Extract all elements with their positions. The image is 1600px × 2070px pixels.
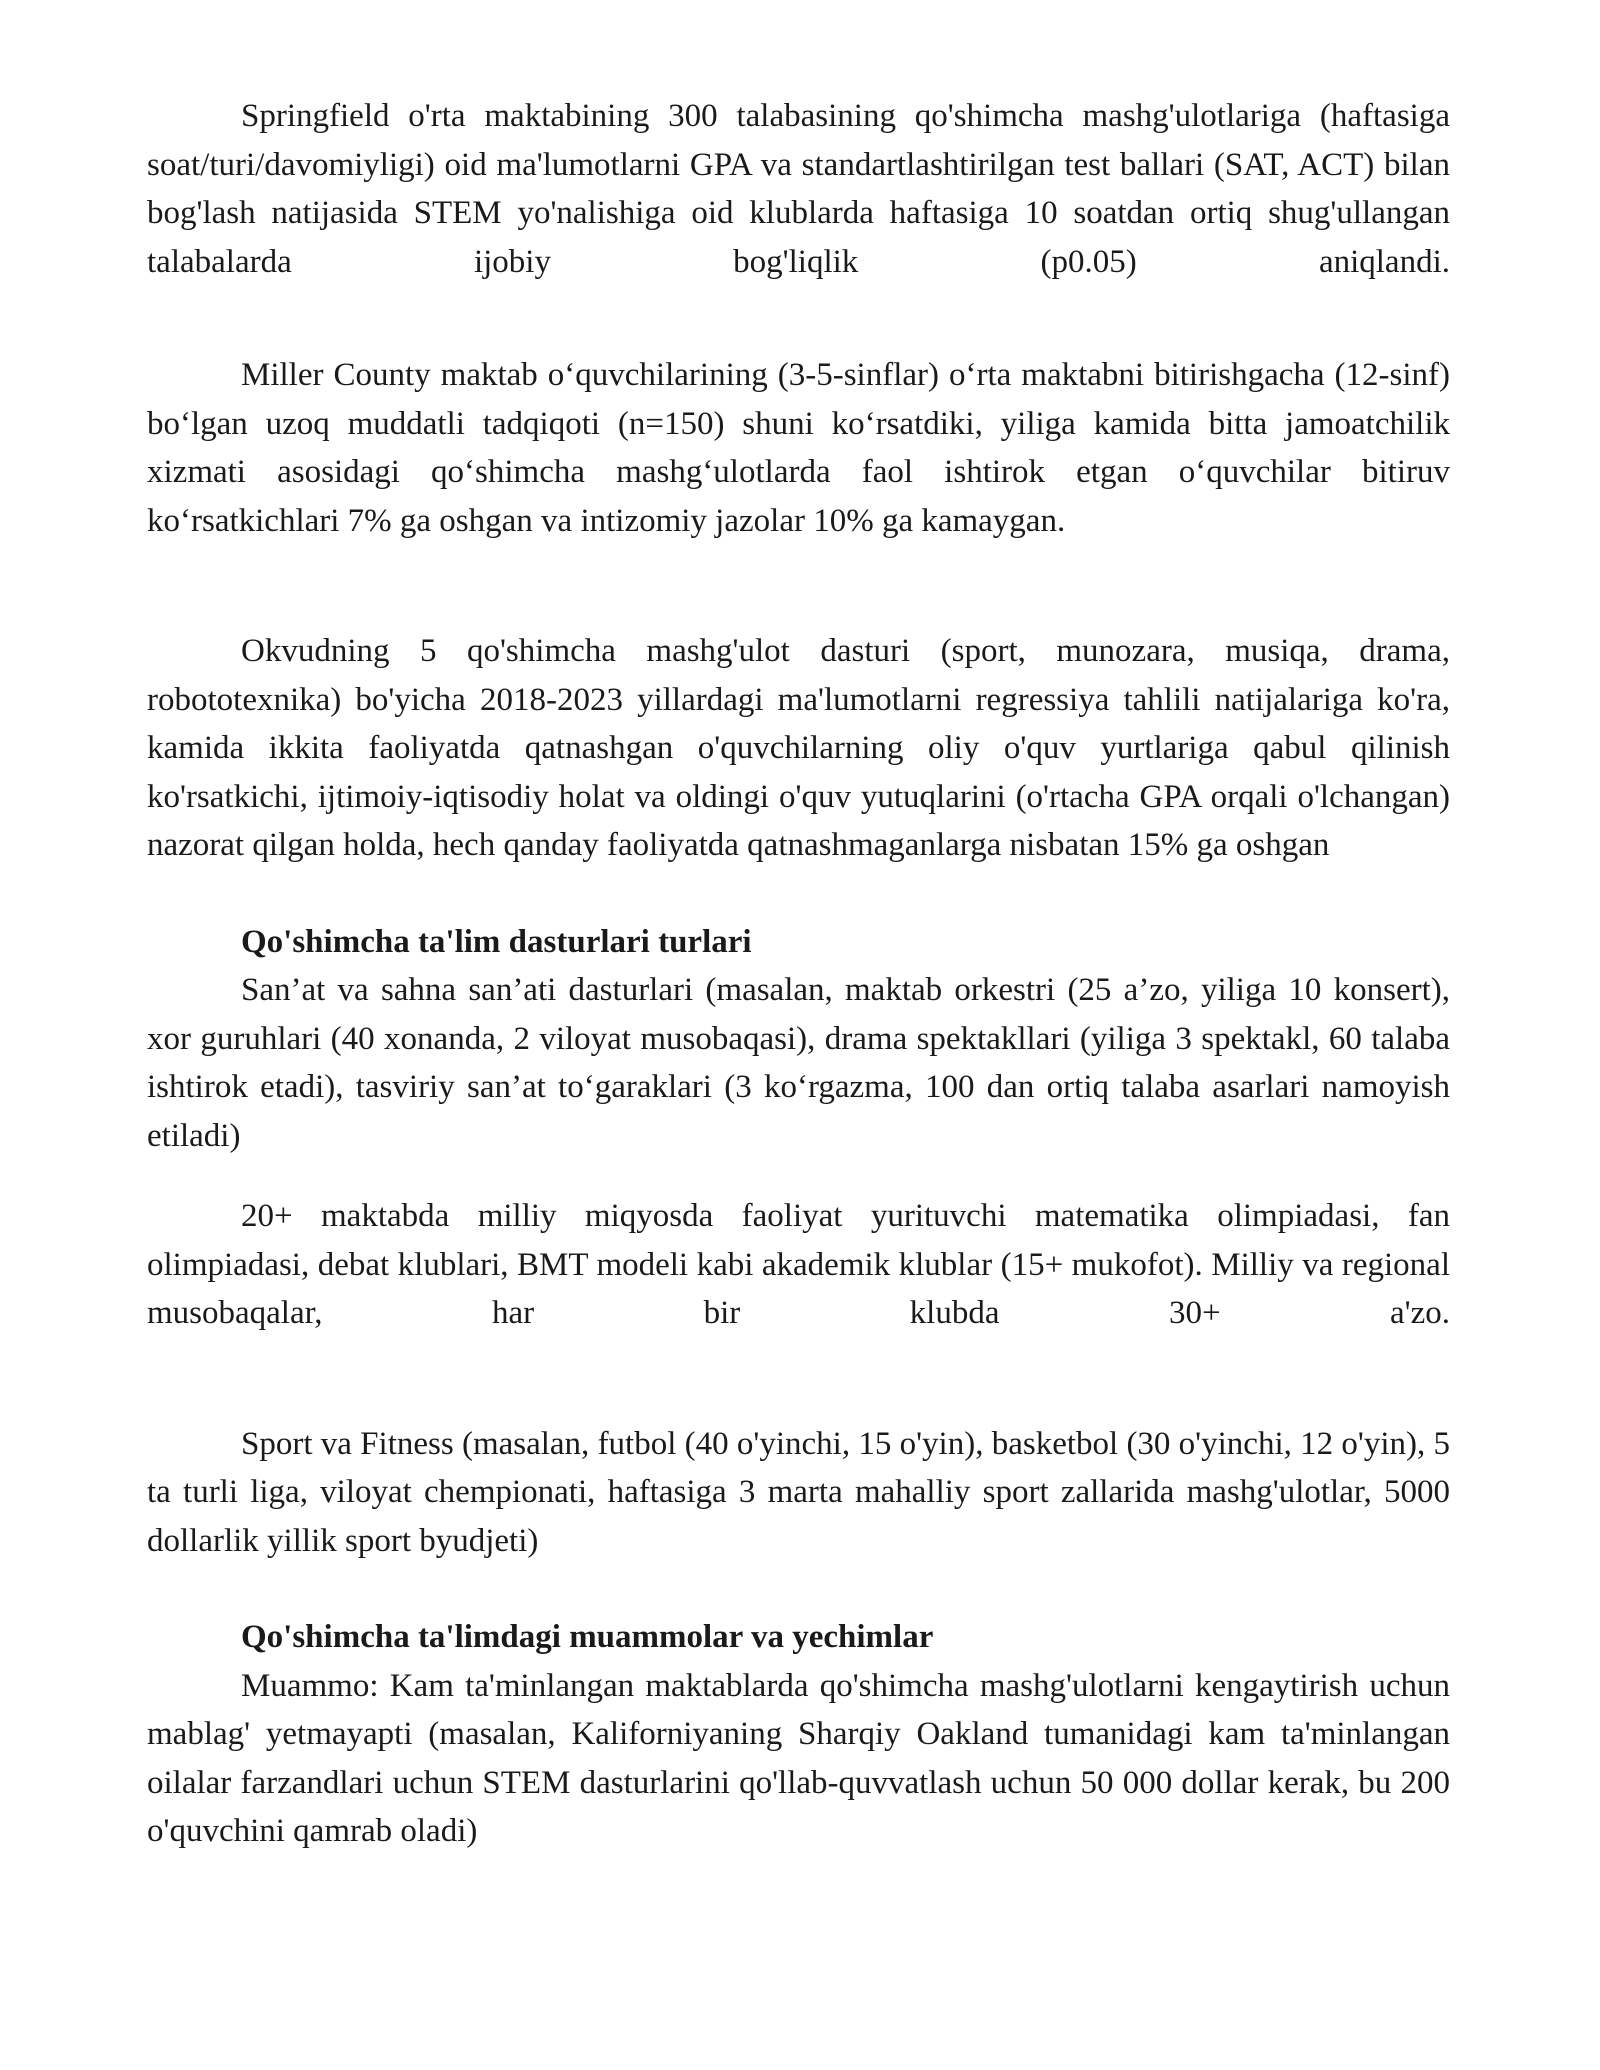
section-heading-problems-solutions: Qo'shimcha ta'limdagi muammolar va yechimlar <box>241 1619 934 1655</box>
paragraph-springfield-study: Springfield o'rta maktabining 300 talabasining qo'shimcha mashg'ulotlariga (haftasiga soat/turi/davomiyligi) oid ma'lumotlarni GPA va standartlashtirilgan test ballari (SAT, ACT) bilan bog'lash natijasida STEM yo'nalishiga oid klublarda haftasiga 10 soatdan ortiq shug'ullangan talabalarda ijobiy bog'liqlik (p0.05) aniqlandi. <box>147 98 1450 280</box>
paragraph-spacer <box>147 870 1450 918</box>
paragraph-arts-programs: San’at va sahna san’ati dasturlari (masalan, maktab orkestri (25 a’zo, yiliga 10 konsert), xor guruhlari (40 xonanda, 2 viloyat musobaqasi), drama spektakllari (yiliga 3 spektakl, 60 talaba ishtirok etadi), tasviriy san’at to‘garaklari (3 ko‘rgazma, 100 dan ortiq talaba asarlari namoyish etiladi) <box>147 972 1450 1154</box>
paragraph-spacer <box>147 286 1450 351</box>
paragraph-spacer <box>147 1160 1450 1192</box>
document-body <box>147 92 1450 1856</box>
paragraph-okvud-study: Okvudning 5 qo'shimcha mashg'ulot dasturi (sport, munozara, musiqa, drama, robototexnika) bo'yicha 2018-2023 yillardagi ma'lumotlarni regressiya tahlili natijalariga ko'ra, kamida ikkita faoliyatda qatnashgan o'quvchilarning oliy o'quv yurtlariga qabul qilinish ko'rsatkichi, ijtimoiy-iqtisodiy holat va oldingi o'quv yutuqlarini (o'rtacha GPA orqali o'lchangan) nazorat qilgan holda, hech qanday faoliyatda qatnashmaganlarga nisbatan 15% ga oshgan <box>147 633 1450 863</box>
paragraph-spacer <box>147 545 1450 627</box>
paragraph-sports-fitness: Sport va Fitness (masalan, futbol (40 o'yinchi, 15 o'yin), basketbol (30 o'yinchi, 12 o'yin), 5 ta turli liga, viloyat chempionati, haftasiga 3 marta mahalliy sport zallarida mashg'ulotlar, 5000 dollarlik yillik sport byudjeti) <box>147 1425 1450 1559</box>
paragraph-spacer <box>147 1565 1450 1613</box>
section-heading-program-types: Qo'shimcha ta'lim dasturlari turlari <box>241 923 752 960</box>
paragraph-funding-problem: Muammo: Kam ta'minlangan maktablarda qo'shimcha mashg'ulotlarni kengaytirish uchun mablag' yetmayapti (masalan, Kaliforniyaning Sharqiy Oakland tumanidagi kam ta'minlangan oilalar farzandlari uchun STEM dasturlarini qo'llab-quvvatlash uchun 50 000 dollar kerak, bu 200 o'quvchini qamrab oladi) <box>147 1667 1450 1849</box>
paragraph-spacer <box>147 1338 1450 1420</box>
paragraph-academic-clubs: 20+ maktabda milliy miqyosda faoliyat yurituvchi matematika olimpiadasi, fan olimpiadasi, debat klublari, BMT modeli kabi akademik klublar (15+ mukofot). Milliy va regional musobaqalar, har bir klubda 30+ a'zo. <box>147 1198 1450 1331</box>
paragraph-miller-county-study: Miller County maktab o‘quvchilarining (3-5-sinflar) o‘rta maktabni bitirishgacha (12-sinf) bo‘lgan uzoq muddatli tadqiqoti (n=150) shuni ko‘rsatdiki, yiliga kamida bitta jamoatchilik xizmati asosidagi qo‘shimcha mashg‘ulotlarda faol ishtirok etgan o‘quvchilar bitiruv ko‘rsatkichlari 7% ga oshgan va intizomiy jazolar 10% ga kamaygan. <box>147 357 1450 539</box>
